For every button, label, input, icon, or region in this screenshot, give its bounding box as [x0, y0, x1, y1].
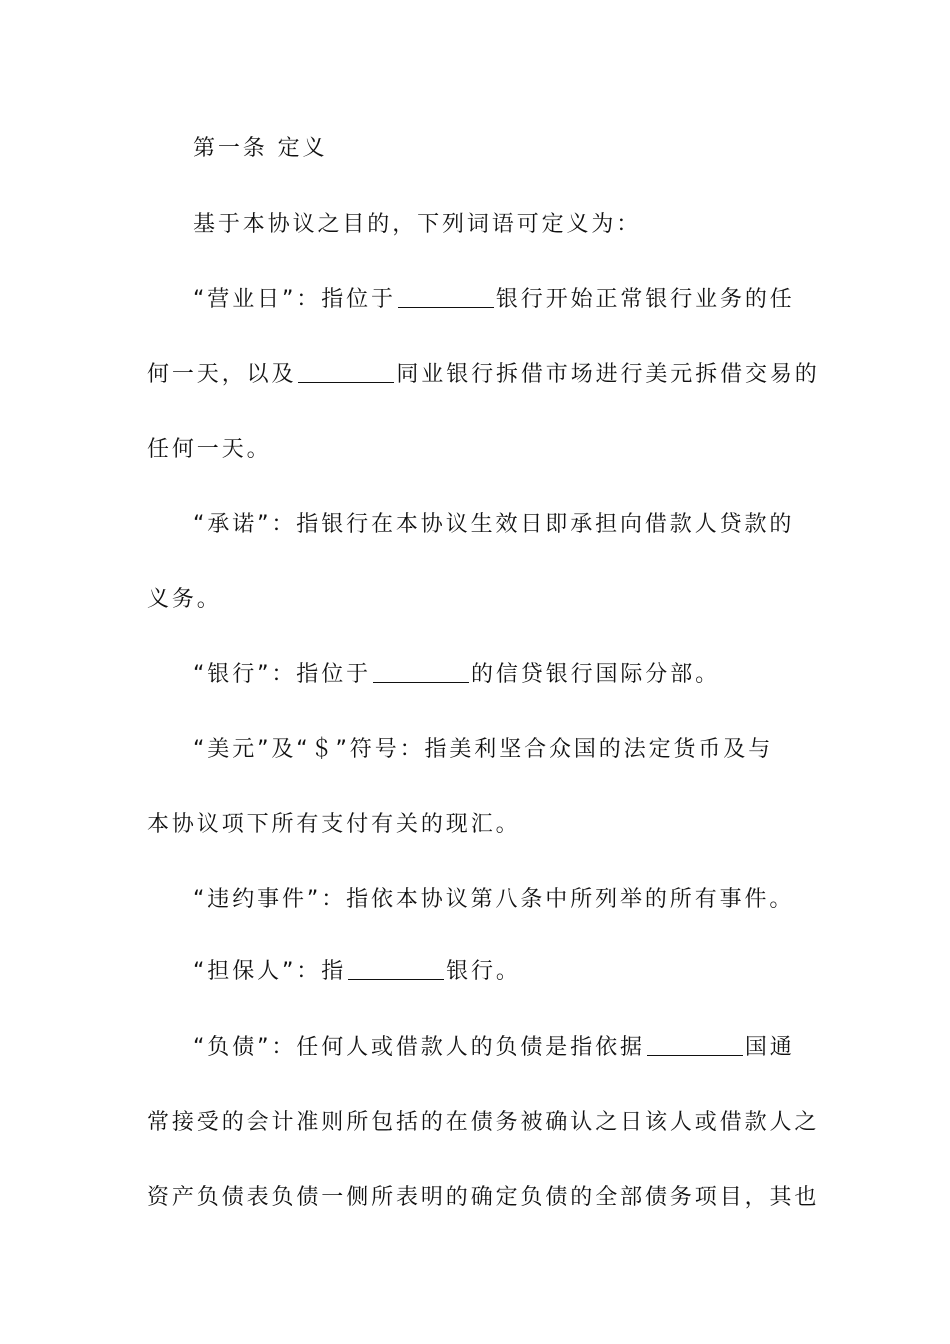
fill-in-blank — [373, 660, 469, 683]
text-segment: 同业银行拆借市场进行美元拆借交易的 — [396, 362, 820, 387]
fill-in-blank — [398, 285, 494, 308]
text-segment: 的信贷银行国际分部。 — [471, 662, 721, 687]
definition-liabilities-line-2: 常接受的会计准则所包括的在债务被确认之日该人或借款人之 — [147, 1110, 820, 1135]
article-intro: 基于本协议之目的，下列词语可定义为： — [193, 212, 642, 237]
text-segment: 何一天，以及 — [147, 362, 297, 387]
text-segment: “营业日”：指位于 — [193, 287, 396, 312]
text-segment: “银行”：指位于 — [193, 662, 371, 687]
definition-liabilities-line-3: 资产负债表负债一侧所表明的确定负债的全部债务项目，其也 — [147, 1185, 820, 1210]
text-segment: “担保人”：指 — [193, 959, 347, 984]
fill-in-blank — [348, 957, 444, 980]
definition-bank-line-1 — [193, 660, 853, 690]
definition-business-day-line-1 — [193, 285, 853, 315]
definition-usd-line-1: “美元”及“＄”符号：指美利坚合众国的法定货币及与 — [193, 737, 774, 762]
definition-business-day-line-3: 任何一天。 — [147, 437, 272, 462]
fill-in-blank — [298, 360, 394, 383]
fill-in-blank — [647, 1033, 743, 1056]
text-segment: 银行开始正常银行业务的任 — [495, 287, 795, 312]
definition-guarantor-line-1 — [193, 957, 853, 987]
article-heading: 第一条 定义 — [193, 136, 328, 161]
definition-business-day-line-2 — [147, 360, 820, 390]
text-segment: “负债”：任何人或借款人的负债是指依据 — [193, 1035, 645, 1060]
definition-usd-line-2: 本协议项下所有支付有关的现汇。 — [147, 812, 521, 837]
definition-event-of-default-line-1: “违约事件”：指依本协议第八条中所列举的所有事件。 — [193, 887, 795, 912]
text-segment: 国通 — [744, 1035, 795, 1060]
definition-commitment-line-2: 义务。 — [147, 587, 222, 612]
definition-liabilities-line-1 — [193, 1033, 853, 1063]
text-segment: 银行。 — [446, 959, 521, 984]
definition-commitment-line-1: “承诺”：指银行在本协议生效日即承担向借款人贷款的 — [193, 512, 795, 537]
